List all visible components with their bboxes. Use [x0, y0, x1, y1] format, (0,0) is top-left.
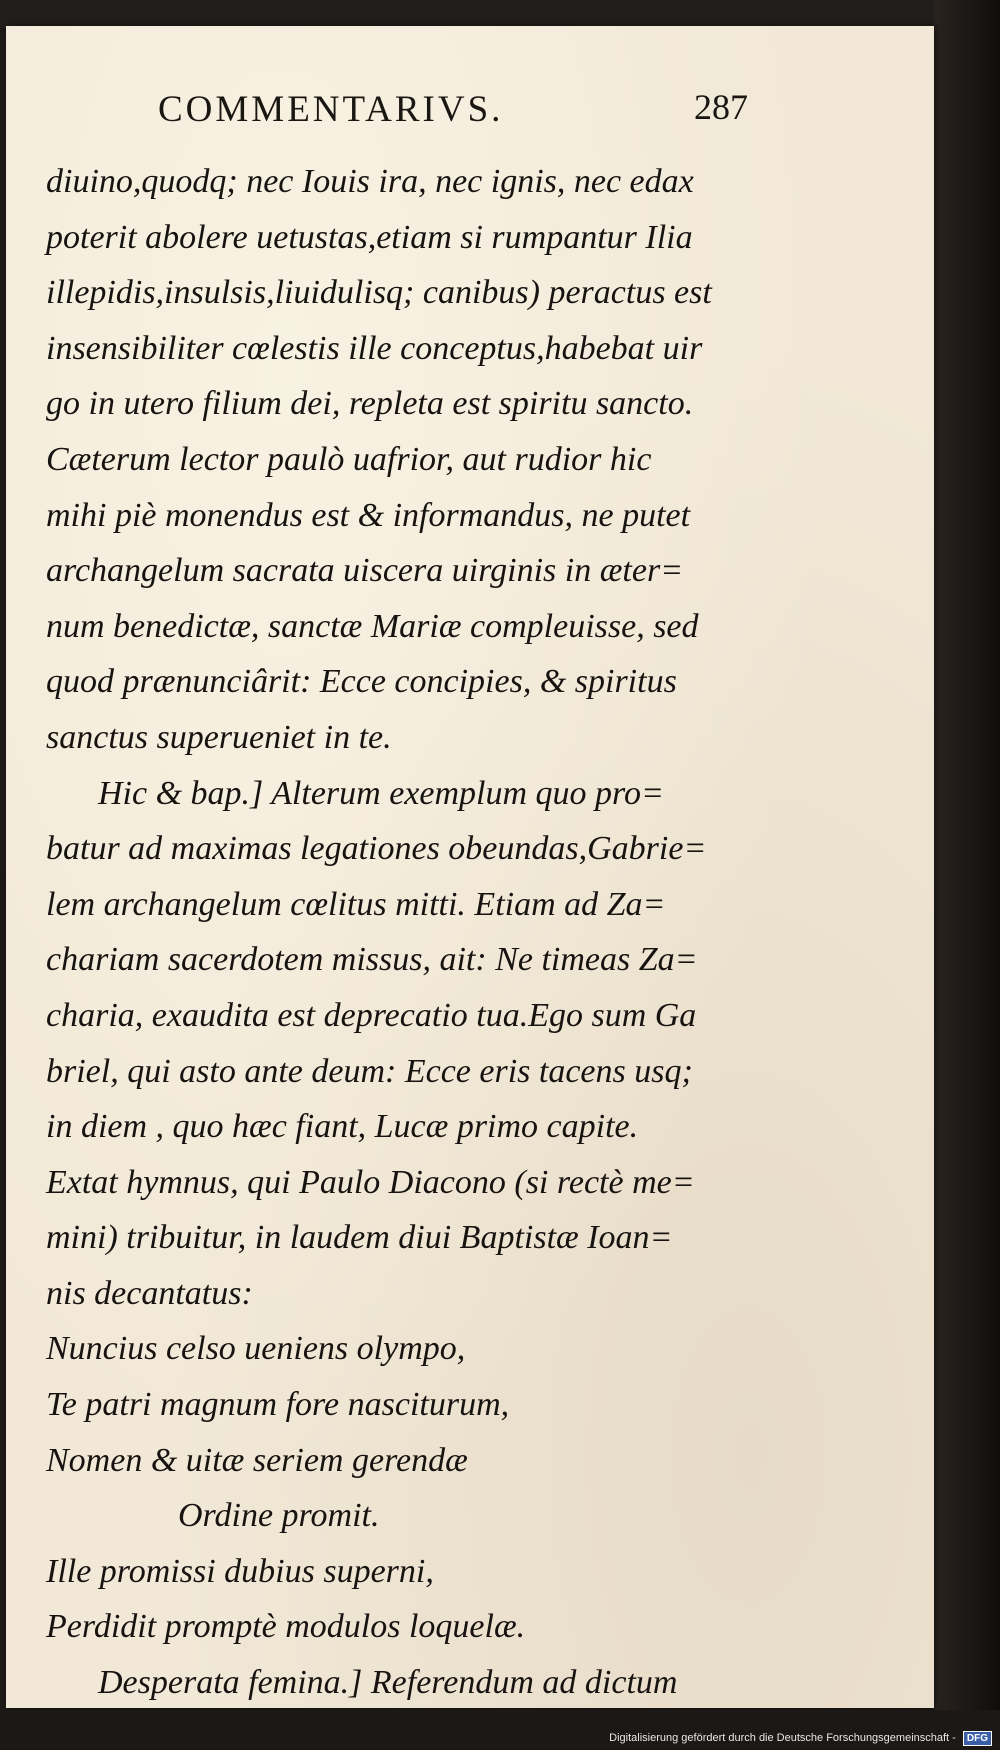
text-line: num benedictæ, sanctæ Mariæ compleuisse, sed [46, 607, 699, 645]
scan-bottom-strip [0, 1710, 1000, 1750]
text-line: Hic & bap.] Alterum exemplum quo pro= [98, 774, 664, 812]
book-page [6, 26, 934, 1708]
digitization-credit [609, 1731, 992, 1746]
text-line: briel, qui asto ante deum: Ecce eris tacens usq; [46, 1052, 693, 1090]
text-line: insensibiliter cœlestis ille conceptus,habebat uir [46, 329, 703, 367]
text-line: quod prænunciârit: Ecce concipies, & spiritus [46, 663, 677, 701]
verse-line: Nuncius celso ueniens olympo, [46, 1330, 466, 1368]
text-line: archangelum sacrata uiscera uirginis in æter= [46, 552, 684, 590]
text-line: poterit abolere uetustas,etiam si rumpantur Ilia [46, 218, 693, 256]
verse-line: Ordine promit. [178, 1497, 380, 1535]
text-line: mihi piè monendus est & informandus, ne putet [46, 496, 691, 534]
page-number: 287 [694, 87, 748, 127]
page-header [158, 80, 748, 140]
text-line: illepidis,insulsis,liuidulisq; canibus) peractus est [46, 274, 712, 312]
text-line: diuino,quodq; nec Iouis ira, nec ignis, nec edax [46, 163, 694, 200]
verse-line: Te patri magnum fore nasciturum, [46, 1386, 510, 1424]
text-line: Desperata femina.] Referendum ad dictum [98, 1664, 678, 1702]
text-line: sanctus superueniet in te. [46, 718, 392, 756]
verse-line: Ille promissi dubius superni, [46, 1552, 434, 1590]
book-edge-shadow [934, 0, 1000, 1750]
text-line: mini) tribuitur, in laudem diui Baptistæ Ioan= [46, 1219, 673, 1257]
text-line: batur ad maximas legationes obeundas,Gabrie= [46, 830, 707, 868]
text-line: go in utero filium dei, repleta est spiritu sancto. [46, 385, 694, 423]
text-line: nis decantatus: [46, 1274, 253, 1312]
credit-text: Digitalisierung gefördert durch die Deutsche Forschungsgemeinschaft - [609, 1732, 956, 1744]
scan-top-margin [0, 0, 1000, 28]
text-line: Extat hymnus, qui Paulo Diacono (si rectè me= [46, 1163, 695, 1201]
dfg-logo-icon: DFG [963, 1731, 992, 1746]
text-line: chariam sacerdotem missus, ait: Ne timeas Za= [46, 941, 698, 979]
running-title: COMMENTARIVS. [158, 89, 504, 130]
text-line: Cæterum lector paulò uafrior, aut rudior hic [46, 440, 652, 478]
commentary-text [46, 154, 746, 1708]
verse-line: Nomen & uitæ seriem gerendæ [46, 1441, 468, 1479]
verse-line: Perdidit promptè modulos loquelæ. [46, 1608, 526, 1646]
text-line: charia, exaudita est deprecatio tua.Ego sum Ga [46, 996, 697, 1034]
text-line: in diem , quo hæc fiant, Lucæ primo capite. [46, 1108, 639, 1146]
text-line: lem archangelum cœlitus mitti. Etiam ad Za= [46, 885, 666, 923]
